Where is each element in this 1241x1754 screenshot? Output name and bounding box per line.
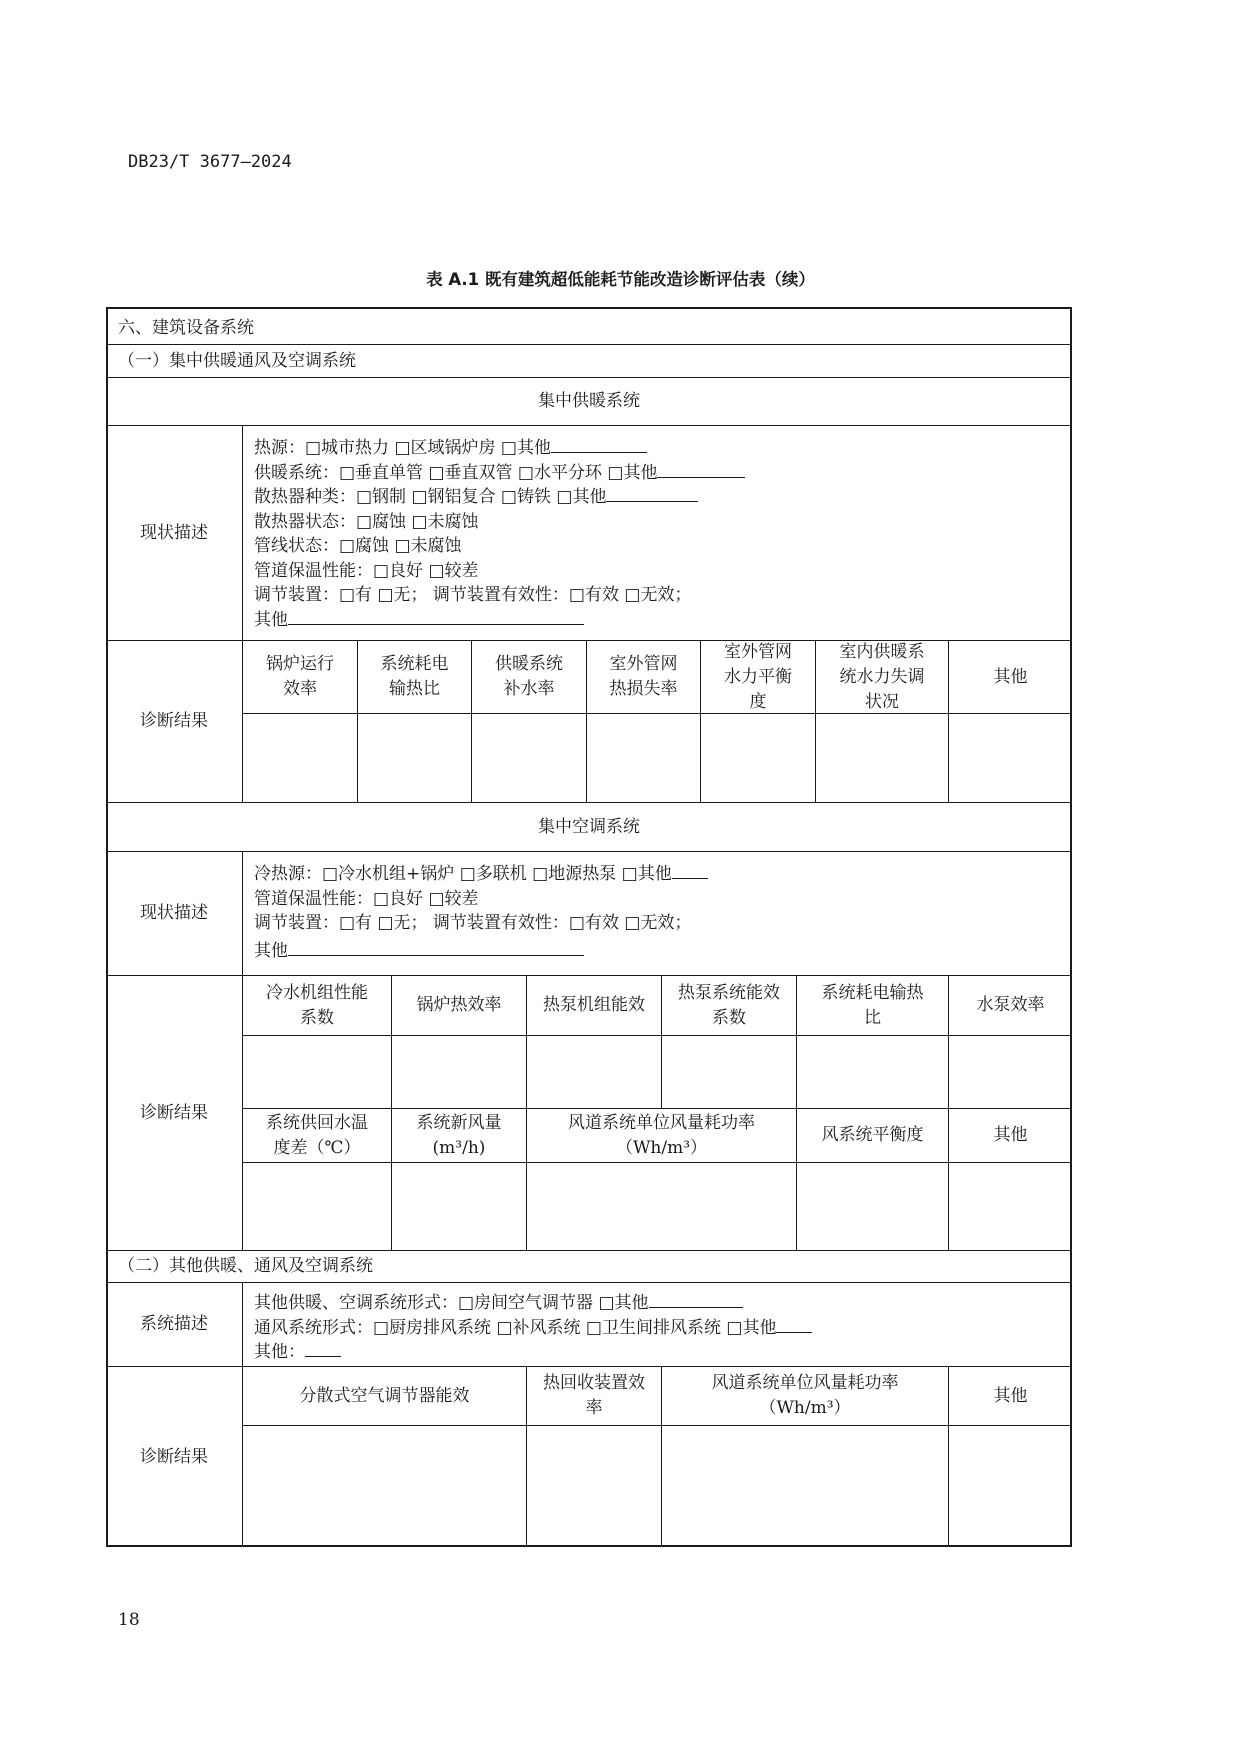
heating-result-label: 诊断结果	[140, 711, 208, 731]
col-heatpump-system-cop: 热泵系统能效 系数	[678, 982, 780, 1028]
col-duct-power-per-volume: 风道系统单位风量耗功率 （Wh/m³）	[568, 1112, 755, 1158]
col-pump-efficiency: 水泵效率	[976, 995, 1045, 1015]
table-title: 表 A.1 既有建筑超低能耗节能改造诊断评估表（续）	[426, 270, 815, 289]
subsection-title-1: （一）集中供暖通风及空调系统	[118, 350, 356, 371]
col-duct-power-other: 风道系统单位风量耗功率 （Wh/m³）	[711, 1373, 899, 1418]
page-number: 18	[118, 1610, 140, 1630]
heating-status-description: 热源：□城市热力 □区域锅炉房 □其他 供暖系统：□垂直单管 □垂直双管 □水平分环 □其他 散热器种类：□钢制 □钢铝复合 □铸铁 □其他 散热器状态：□腐蚀 □未腐蚀 管线状态：□腐蚀 □未腐蚀 管道保温性能：□良好 □较差 调节装置：□有 □无； 调节装置有效性：□有效 □无效； 其他	[254, 436, 745, 632]
section-title: 六、建筑设备系统	[118, 317, 254, 338]
col-power-heat-ratio: 系统耗电 输热比	[380, 654, 449, 699]
document-code: DB23/T 3677—2024	[128, 152, 292, 172]
col-boiler-efficiency: 锅炉运行 效率	[266, 654, 334, 699]
ac-status-label: 现状描述	[140, 903, 208, 923]
col-makeup-water-rate: 供暖系统 补水率	[495, 654, 563, 699]
col-indoor-imbalance: 室内供暖系 统水力失调 状况	[839, 641, 925, 712]
col-split-ac-efficiency: 分散式空气调节器能效	[299, 1385, 470, 1406]
heating-status-label: 现状描述	[140, 522, 208, 543]
col-other: 其他	[993, 666, 1028, 687]
ac-result-label: 诊断结果	[140, 1102, 208, 1123]
other-system-description: 其他供暖、空调系统形式：□房间空气调节器 □其他 通风系统形式：□厨房排风系统 □补风系统 □卫生间排风系统 □其他 其他：	[254, 1291, 812, 1365]
col-chiller-cop: 冷水机组性能 系数	[266, 982, 368, 1028]
ac-system-title: 集中空调系统	[538, 816, 640, 837]
ac-status-description: 冷热源：□冷水机组+锅炉 □多联机 □地源热泵 □其他 管道保温性能：□良好 □较差 调节装置：□有 □无； 调节装置有效性：□有效 □无效； 其他	[254, 862, 708, 963]
subsection-title-2: （二）其他供暖、通风及空调系统	[118, 1256, 373, 1276]
other-result-label: 诊断结果	[140, 1446, 208, 1467]
col-power-heat-ratio-ac: 系统耗电输热 比	[821, 982, 924, 1028]
col-other-ac: 其他	[993, 1125, 1028, 1145]
col-water-temp-difference: 系统供回水温 度差（℃）	[266, 1112, 368, 1158]
col-outdoor-heat-loss: 室外管网 热损失率	[609, 654, 678, 699]
col-heat-recovery-efficiency: 热回收装置效 率	[543, 1373, 645, 1418]
col-fresh-air-volume: 系统新风量 (m³/h)	[416, 1112, 502, 1158]
col-heatpump-unit-efficiency: 热泵机组能效	[543, 995, 645, 1015]
other-desc-label: 系统描述	[140, 1314, 208, 1334]
col-air-balance: 风系统平衡度	[821, 1125, 924, 1145]
col-other-2: 其他	[993, 1385, 1028, 1406]
heating-system-title: 集中供暖系统	[538, 391, 640, 411]
col-boiler-thermal-efficiency: 锅炉热效率	[416, 995, 502, 1015]
col-hydraulic-balance: 室外管网 水力平衡 度	[724, 641, 792, 712]
